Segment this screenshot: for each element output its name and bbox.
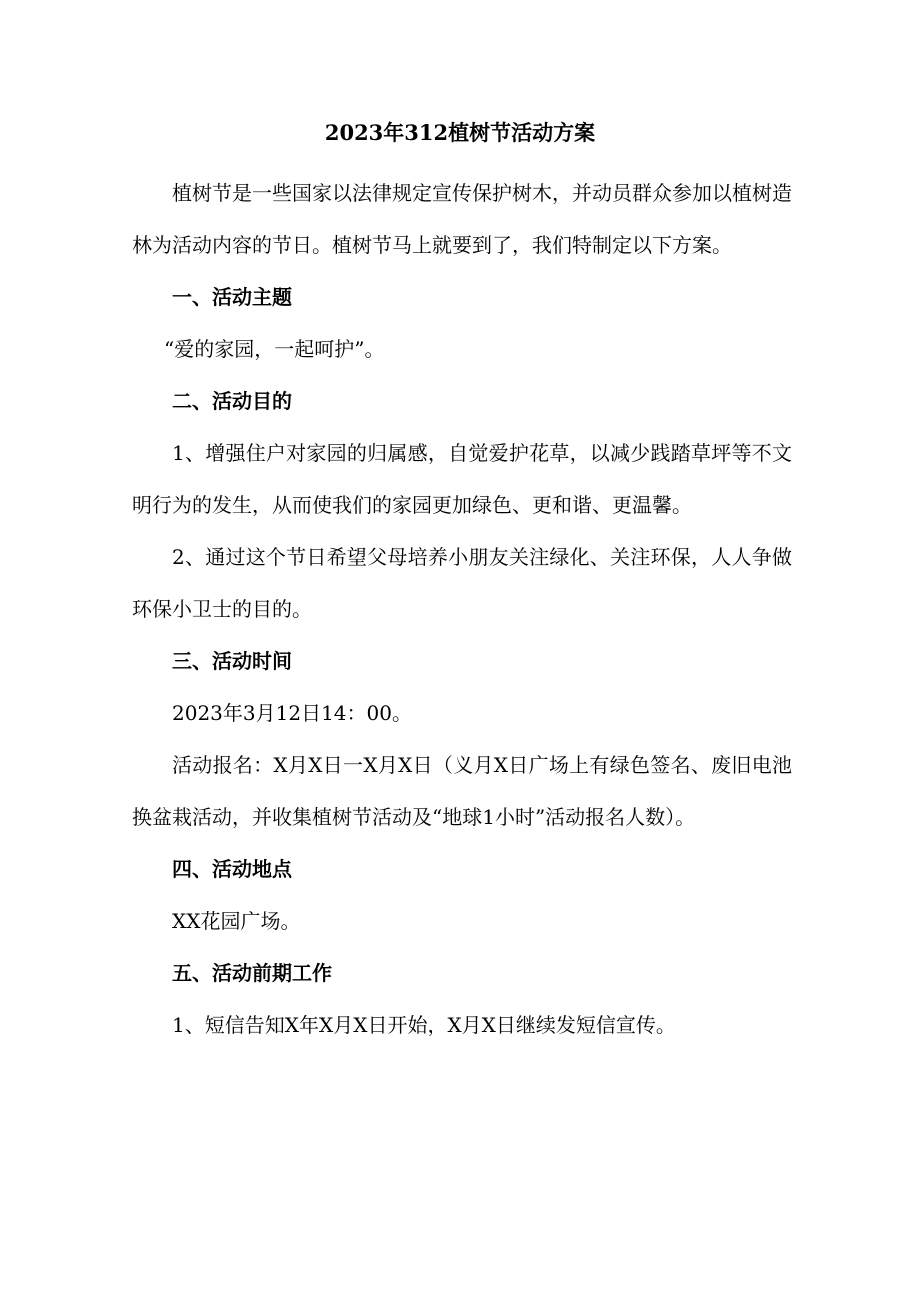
intro-paragraph: 植树节是一些国家以法律规定宣传保护树木，并动员群众参加以植树造林为活动内容的节日。植树节马上就要到了，我们特制定以下方案。 (132, 181, 792, 257)
section-heading-location: 四、活动地点 (172, 857, 292, 881)
purpose-item-2: 2、通过这个节日希望父母培养小朋友关注绿化、关注环保，人人争做环保小卫士的目的。 (132, 545, 792, 621)
registration-info: 活动报名：X月X日一X月X日（义月X日广场上有绿色签名、废旧电池换盆栽活动，并收集植树节活动及“地球1小时”活动报名人数）。 (132, 753, 792, 829)
section-heading-purpose: 二、活动目的 (172, 389, 292, 413)
purpose-item-1: 1、增强住户对家园的归属感，自觉爱护花草，以减少践踏草坪等不文明行为的发生，从而使我们的家园更加绿色、更和谐、更温馨。 (132, 441, 792, 517)
theme-slogan: “爱的家园，一起呵护”。 (164, 337, 385, 361)
document-body (132, 167, 792, 1051)
document-title: 2023年312植树节活动方案 (324, 120, 596, 145)
event-location: XX花园广场。 (172, 909, 301, 933)
section-heading-theme: 一、活动主题 (172, 285, 292, 309)
section-heading-preparation: 五、活动前期工作 (172, 961, 332, 985)
preparation-item-1: 1、短信告知X年X月X日开始，X月X日继续发短信宣传。 (172, 1013, 676, 1037)
event-datetime: 2023年3月12日14：00。 (172, 701, 412, 725)
section-heading-time: 三、活动时间 (172, 649, 292, 673)
